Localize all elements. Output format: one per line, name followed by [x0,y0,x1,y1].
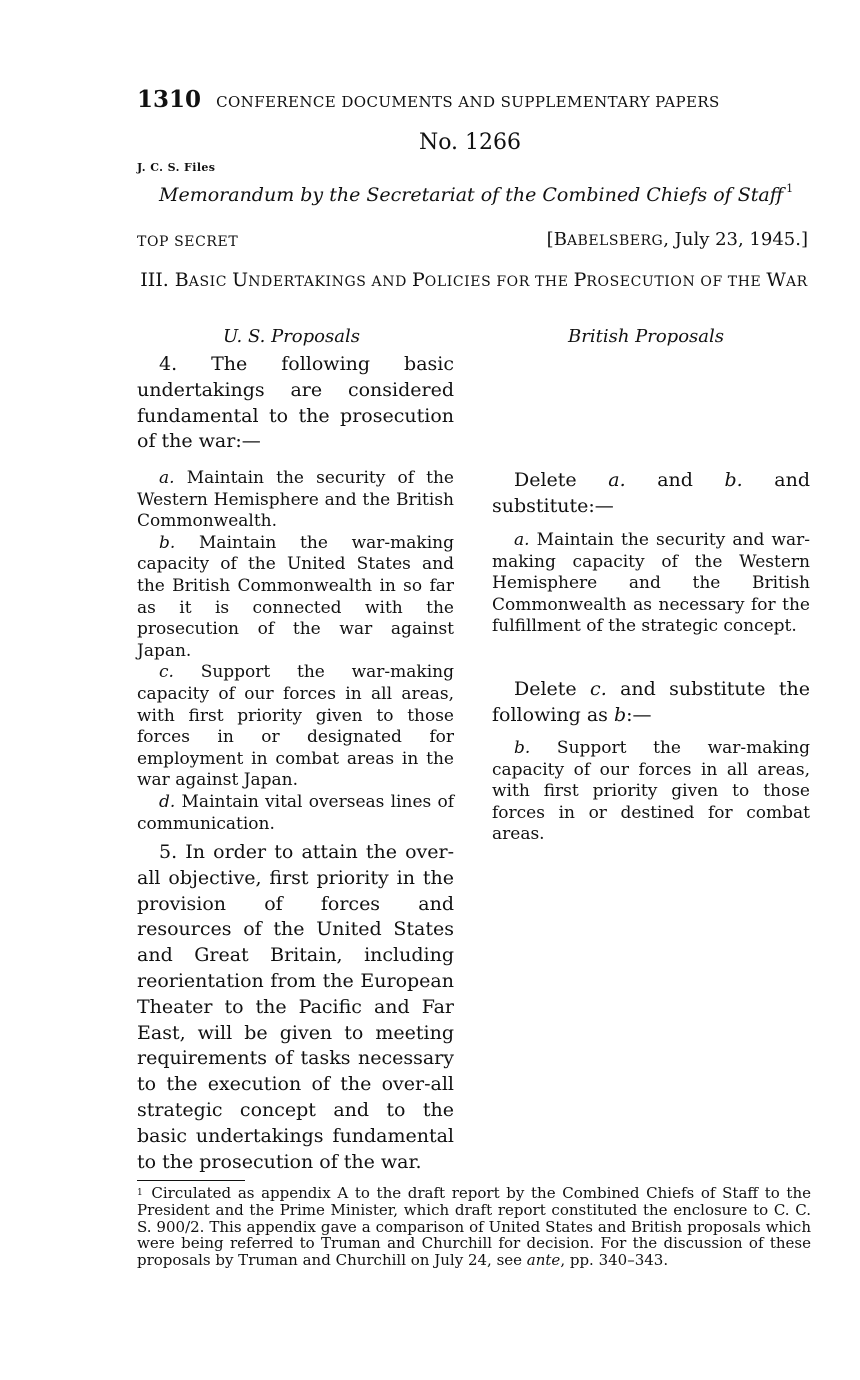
text-run: Delete [514,469,609,491]
footnote-text: Circulated as appendix A to the draft report by the Combined Chiefs of Staff to the President and the Prime Minister, which draft report constituted the enclosure to C. C. S. 900/2. This appendix gave a comparison of United States and British proposals which were being referred to Truman and Churchill for decision. For the discussion of these proposals by Truman and Churchill on July 24, see [137,1184,811,1270]
memo-title-text: Memorandum by the Secretariat of the Combined Chiefs of Staff [159,184,784,206]
item-text: Support the war-making capacity of our forces in all areas, with first priority given to those forces in or designated for employment in combat areas in the war against Japan. [137,662,454,791]
footnote-ante: ante [526,1251,561,1270]
memo-title [159,184,793,206]
source-files: J. C. S. Files [137,161,216,174]
heading-part: NDERTAKINGS AND [248,274,412,290]
item-text: Maintain vital overseas lines of communication. [137,791,454,834]
footnote-ref: 1 [786,182,794,195]
heading-part: AR [785,274,808,290]
us-para-5 [137,840,454,1175]
section-heading [137,267,811,295]
paragraph-text [492,738,810,846]
page-number: 1310 [137,86,202,113]
footnote-marker: 1 [137,1188,143,1198]
item-text: Maintain the security and war-making capacity of the Western Hemisphere and the British Commonwealth as necessary for the fulfillment of the strategic concept. [492,530,810,637]
item-letter: d. [159,791,176,812]
dateline-date: , July 23, 1945.] [663,229,808,250]
dateline-place: ABELSBERG [566,233,664,249]
item-letter: b. [159,532,176,553]
item-letter: a. [159,468,175,488]
heading-part: W [766,269,786,291]
running-title: CONFERENCE DOCUMENTS AND SUPPLEMENTARY PAPERS [216,93,720,111]
item-letter: b. [724,469,743,491]
british-item-b [492,738,810,846]
section-numeral: III. [140,269,175,291]
text-run: Delete [514,678,591,700]
heading-part: B [174,269,189,291]
us-item-b [137,533,454,663]
item-letter: c. [159,662,174,683]
us-proposals-heading: U. S. Proposals [223,326,360,347]
heading-part: ROSECUTION OF THE [586,274,767,290]
text-run: and substitute the following as [492,678,811,726]
paragraph-text [492,677,810,729]
british-delete-ab [492,468,810,520]
british-proposals-heading: British Proposals [568,326,725,347]
footnote-rule [137,1180,245,1181]
item-letter: b [613,703,627,726]
paragraph-text [492,530,810,638]
dateline-bracket: [ [546,229,554,250]
paragraph-text: 4. The following basic undertakings are considered fundamental to the prosecution of the war:— [137,353,454,453]
paragraph-text [492,468,810,520]
us-item-d [137,792,454,835]
text-run: and substitute:— [492,469,810,517]
dateline [547,229,808,250]
heading-part: ASIC [188,274,233,290]
classification-label: TOP SECRET [137,234,239,250]
item-letter: b. [514,738,531,758]
footnote [137,1185,811,1269]
british-item-a [492,530,810,638]
heading-part: P [573,269,587,291]
item-letter: c. [590,678,607,700]
item-text: Maintain the war-making capacity of the United States and the British Commonwealth in so far as it is connected with the prosecution of the war against Japan. [137,532,454,661]
us-item-c [137,662,454,792]
text-run: :— [626,703,652,726]
item-letter: a. [514,530,530,550]
item-text: Support the war-making capacity of our forces in all areas, with first priority given to those forces in or destined for combat areas. [492,738,810,845]
dateline-initial: B [553,229,567,250]
item-letter: a. [608,469,626,491]
item-text: Maintain the security of the Western Hemisphere and the British Commonwealth. [137,468,454,532]
us-para-4 [137,352,454,455]
heading-part: OLICIES FOR THE [424,274,574,290]
british-delete-c [492,677,810,729]
us-item-a [137,468,454,533]
us-items [137,468,454,835]
text-run: and [625,469,725,491]
running-head [137,86,817,113]
document-number: No. 1266 [418,130,522,155]
heading-part: U [232,269,249,291]
paragraph-text: 5. In order to attain the over-all objective, first priority in the provision of forces and resources of the United States and Great Britain, including reorientation from the European Theater to the Pacific and Far East, will be given to meeting requirements of tasks necessary to the execution of the over-all strategic concept and to the basic undertakings fundamental to the prosecution of the war. [137,841,454,1173]
footnote-text-end: , pp. 340–343. [560,1251,669,1270]
heading-part: P [411,269,425,291]
